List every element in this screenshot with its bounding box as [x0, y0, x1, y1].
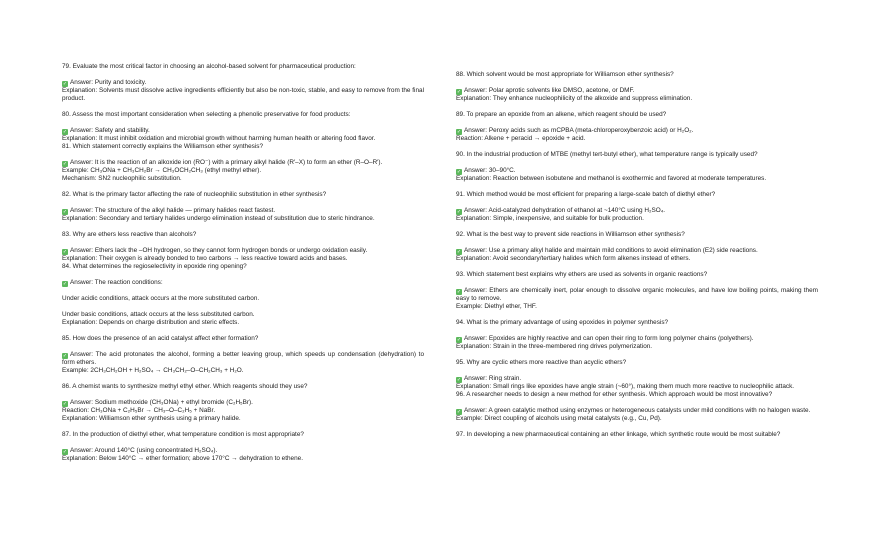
line-text: Example: 2CH₃CH₂OH + H₂SO₄ → CH₃CH₂–O–CH₂CH₃ + H₂O. — [62, 367, 244, 374]
check-mark-icon: ✓ — [62, 80, 68, 87]
line-text: 84. What determines the regioselectivity in epoxide ring opening? — [62, 263, 247, 270]
check-mark-icon: ✓ — [456, 376, 462, 383]
answer-line — [62, 447, 424, 455]
line-text: Answer: 30–90°C. — [464, 167, 516, 174]
qa-block — [62, 127, 424, 151]
question-line — [62, 431, 424, 439]
qa-block — [62, 311, 424, 327]
explanation-line — [62, 319, 424, 327]
line-text: Answer: Ethers are chemically inert, polar enough to dissolve organic molecules, and have low boiling points, making them easy to remove. — [456, 287, 818, 302]
line-text: Explanation: It must inhibit oxidation and microbial growth without harming human health or altering food flavor. — [62, 135, 376, 142]
line-text: Answer: Safety and stability. — [70, 127, 150, 134]
line-text: Answer: Ethers lack the –OH hydrogen, so they cannot form hydrogen bonds or undergo oxidation easily. — [70, 247, 368, 254]
explanation-line — [456, 135, 818, 143]
line-text: Answer: Sodium methoxide (CH₃ONa) + ethyl bromide (C₂H₅Br). — [70, 399, 253, 406]
qa-block — [62, 111, 424, 119]
line-text: 87. In the production of diethyl ether, what temperature condition is most appropriate? — [62, 431, 304, 438]
answer-line — [62, 127, 424, 135]
qa-block — [456, 191, 818, 199]
check-mark-icon: ✓ — [62, 400, 68, 407]
check-mark-icon: ✓ — [456, 408, 462, 415]
explanation-line — [62, 135, 424, 143]
question-line — [62, 63, 424, 71]
line-text: Reaction: Alkene + peracid → epoxide + acid. — [456, 135, 586, 142]
line-text: Answer: A green catalytic method using enzymes or heterogeneous catalysts under mild conditions with no halogen waste. — [464, 407, 811, 414]
answer-line — [62, 399, 424, 407]
check-mark-icon: ✓ — [62, 280, 68, 287]
right-column — [456, 71, 818, 447]
line-text: Explanation: Solvents must dissolve active ingredients efficiently but also be non-toxic, stable, and easy to remove from the final product. — [62, 87, 424, 102]
check-mark-icon: ✓ — [456, 336, 462, 343]
question-line — [62, 263, 424, 271]
question-line — [62, 335, 424, 343]
line-text: 80. Assess the most important consideration when selecting a phenolic preservative for food products: — [62, 111, 351, 118]
qa-block — [456, 207, 818, 223]
line-text: Under basic conditions, attack occurs at the less substituted carbon. — [62, 311, 255, 318]
qa-block — [62, 335, 424, 343]
question-line — [456, 391, 818, 399]
explanation-line — [62, 455, 424, 463]
line-text: Answer: Acid-catalyzed dehydration of ethanol at ~140°C using H₂SO₄. — [464, 207, 666, 214]
explanation-line — [62, 367, 424, 375]
explanation-line — [456, 415, 818, 423]
line-text: Explanation: Secondary and tertiary halides undergo elimination instead of substitution due to steric hindrance. — [62, 215, 375, 222]
explanation-line — [456, 343, 818, 351]
qa-block — [456, 431, 818, 439]
check-mark-icon: ✓ — [62, 160, 68, 167]
explanation-line — [456, 215, 818, 223]
explanation-line — [62, 215, 424, 223]
line-text: 85. How does the presence of an acid catalyst affect ether formation? — [62, 335, 259, 342]
line-text: 93. Which statement best explains why ethers are used as solvents in organic reactions? — [456, 271, 708, 278]
answer-line — [456, 407, 818, 415]
check-mark-icon: ✓ — [62, 128, 68, 135]
line-text: Example: CH₃ONa + CH₃CH₂Br → CH₃OCH₂CH₃ (ethyl methyl ether). — [62, 167, 262, 174]
line-text: Answer: The acid protonates the alcohol, forming a better leaving group, which speeds up condensation (dehydration) to form ethers. — [62, 351, 424, 366]
check-mark-icon: ✓ — [456, 208, 462, 215]
line-text: 81. Which statement correctly explains the Williamson ether synthesis? — [62, 143, 264, 150]
line-text: 96. A researcher needs to design a new method for ether synthesis. Which approach would be most innovative? — [456, 391, 773, 398]
qa-block — [62, 247, 424, 271]
explanation-line — [62, 415, 424, 423]
question-line — [456, 151, 818, 159]
qa-block — [62, 207, 424, 223]
line-text: Answer: The structure of the alkyl halide — primary halides react fastest. — [70, 207, 276, 214]
line-text: Explanation: Reaction between isobutene and methanol is exothermic and favored at moderate temperatures. — [456, 175, 767, 182]
check-mark-icon: ✓ — [62, 248, 68, 255]
explanation-line — [456, 175, 818, 183]
explanation-line — [456, 95, 818, 103]
line-text: Answer: Purity and toxicity. — [70, 79, 147, 86]
line-text: Explanation: Strain in the three-membered ring drives polymerization. — [456, 343, 653, 350]
explanation-line — [62, 295, 424, 303]
qa-block — [62, 351, 424, 375]
line-text: Explanation: Williamson ether synthesis using a primary halide. — [62, 415, 241, 422]
qa-block — [456, 167, 818, 183]
qa-block — [62, 399, 424, 423]
question-line — [456, 71, 818, 79]
answer-line — [456, 207, 818, 215]
qa-block — [62, 79, 424, 103]
qa-block — [62, 279, 424, 287]
line-text: 91. Which method would be most efficient for preparing a large-scale batch of diethyl ether? — [456, 191, 716, 198]
explanation-line — [62, 175, 424, 183]
line-text: Explanation: Below 140°C → ether formation; above 170°C → dehydration to ethene. — [62, 455, 304, 462]
explanation-line — [62, 167, 424, 175]
check-mark-icon: ✓ — [62, 352, 68, 359]
answer-line — [456, 87, 818, 95]
qa-block — [62, 63, 424, 71]
question-line — [456, 231, 818, 239]
line-text: 90. In the industrial production of MTBE (methyl tert-butyl ether), what temperature range is typically used? — [456, 151, 758, 158]
line-text: 83. Why are ethers less reactive than alcohols? — [62, 231, 197, 238]
line-text: 94. What is the primary advantage of using epoxides in polymer synthesis? — [456, 319, 669, 326]
line-text: 88. Which solvent would be most appropriate for Williamson ether synthesis? — [456, 71, 674, 78]
line-text: Explanation: Their oxygen is already bonded to two carbons → less reactive toward acids and bases. — [62, 255, 348, 262]
qa-block — [456, 231, 818, 239]
answer-line — [456, 335, 818, 343]
qa-block — [456, 111, 818, 119]
line-text: 95. Why are cyclic ethers more reactive than acyclic ethers? — [456, 359, 627, 366]
question-line — [62, 111, 424, 119]
line-text: Under acidic conditions, attack occurs at the more substituted carbon. — [62, 295, 260, 302]
line-text: Answer: Peroxy acids such as mCPBA (meta-chloroperoxybenzoic acid) or H₂O₂. — [464, 127, 694, 134]
qa-block — [456, 247, 818, 263]
qa-block — [62, 295, 424, 303]
answer-line — [456, 247, 818, 255]
qa-block — [456, 127, 818, 143]
qa-block — [62, 231, 424, 239]
line-text: Explanation: Avoid secondary/tertiary halides which form alkenes instead of ethers. — [456, 255, 691, 262]
answer-line — [62, 247, 424, 255]
left-column — [62, 63, 424, 471]
question-line — [456, 111, 818, 119]
check-mark-icon: ✓ — [456, 248, 462, 255]
qa-block — [456, 375, 818, 399]
answer-line — [62, 159, 424, 167]
qa-block — [62, 383, 424, 391]
answer-line — [62, 207, 424, 215]
line-text: Example: Diethyl ether, THF. — [456, 303, 537, 310]
check-mark-icon: ✓ — [456, 288, 462, 295]
qa-block — [456, 87, 818, 103]
answer-line — [62, 279, 424, 287]
check-mark-icon: ✓ — [62, 208, 68, 215]
qa-block — [62, 431, 424, 439]
explanation-line — [62, 255, 424, 263]
explanation-line — [456, 383, 818, 391]
question-line — [456, 271, 818, 279]
qa-block — [456, 407, 818, 423]
line-text: Answer: It is the reaction of an alkoxide ion (RO⁻) with a primary alkyl halide (R′–X) to form an ether (R–O–R′). — [70, 159, 383, 166]
answer-line — [456, 167, 818, 175]
line-text: Explanation: Simple, inexpensive, and suitable for bulk production. — [456, 215, 644, 222]
line-text: Explanation: Depends on charge distribution and steric effects. — [62, 319, 240, 326]
explanation-line — [62, 311, 424, 319]
line-text: 97. In developing a new pharmaceutical containing an ether linkage, which synthetic route would be most suitable? — [456, 431, 781, 438]
line-text: Answer: Use a primary alkyl halide and maintain mild conditions to avoid elimination (E2) side reactions. — [464, 247, 758, 254]
check-mark-icon: ✓ — [456, 128, 462, 135]
question-line — [456, 319, 818, 327]
qa-block — [62, 447, 424, 463]
qa-block — [456, 359, 818, 367]
question-line — [62, 143, 424, 151]
qa-block — [62, 191, 424, 199]
qa-block — [456, 319, 818, 327]
line-text: Answer: Epoxides are highly reactive and can open their ring to form long polymer chains (polyethers). — [464, 335, 754, 342]
question-line — [456, 191, 818, 199]
explanation-line — [62, 407, 424, 415]
question-line — [62, 191, 424, 199]
line-text: Mechanism: SN2 nucleophilic substitution. — [62, 175, 182, 182]
line-text: Answer: Ring strain. — [464, 375, 522, 382]
check-mark-icon: ✓ — [456, 88, 462, 95]
qa-block — [62, 159, 424, 183]
answer-line — [456, 287, 818, 303]
question-line — [456, 431, 818, 439]
question-line — [62, 383, 424, 391]
line-text: 92. What is the best way to prevent side reactions in Williamson ether synthesis? — [456, 231, 685, 238]
question-line — [62, 231, 424, 239]
answer-line — [62, 79, 424, 87]
question-line — [456, 359, 818, 367]
qa-block — [456, 287, 818, 311]
qa-block — [456, 151, 818, 159]
check-mark-icon: ✓ — [62, 448, 68, 455]
explanation-line — [456, 303, 818, 311]
line-text: 89. To prepare an epoxide from an alkene, which reagent should be used? — [456, 111, 667, 118]
answer-line — [62, 351, 424, 367]
line-text: 86. A chemist wants to synthesize methyl ethyl ether. Which reagents should they use? — [62, 383, 308, 390]
line-text: Explanation: Small rings like epoxides have angle strain (~60°), making them much more reactive to nucleophilic attack. — [456, 383, 795, 390]
line-text: Answer: Around 140°C (using concentrated H₂SO₄). — [70, 447, 218, 454]
explanation-line — [62, 87, 424, 103]
line-text: 82. What is the primary factor affecting the rate of nucleophilic substitution in ether synthesis? — [62, 191, 327, 198]
line-text: Explanation: They enhance nucleophilicity of the alkoxide and suppress elimination. — [456, 95, 693, 102]
line-text: Reaction: CH₃ONa + C₂H₅Br → CH₃–O–C₂H₅ + NaBr. — [62, 407, 216, 414]
line-text: Answer: The reaction conditions: — [70, 279, 163, 286]
answer-line — [456, 375, 818, 383]
line-text: Example: Direct coupling of alcohols using metal catalysts (e.g., Cu, Pd). — [456, 415, 662, 422]
qa-block — [456, 71, 818, 79]
line-text: Answer: Polar aprotic solvents like DMSO, acetone, or DMF. — [464, 87, 635, 94]
check-mark-icon: ✓ — [456, 168, 462, 175]
answer-line — [456, 127, 818, 135]
line-text: 79. Evaluate the most critical factor in choosing an alcohol-based solvent for pharmaceutical production: — [62, 63, 356, 70]
qa-block — [456, 271, 818, 279]
explanation-line — [456, 255, 818, 263]
qa-block — [456, 335, 818, 351]
